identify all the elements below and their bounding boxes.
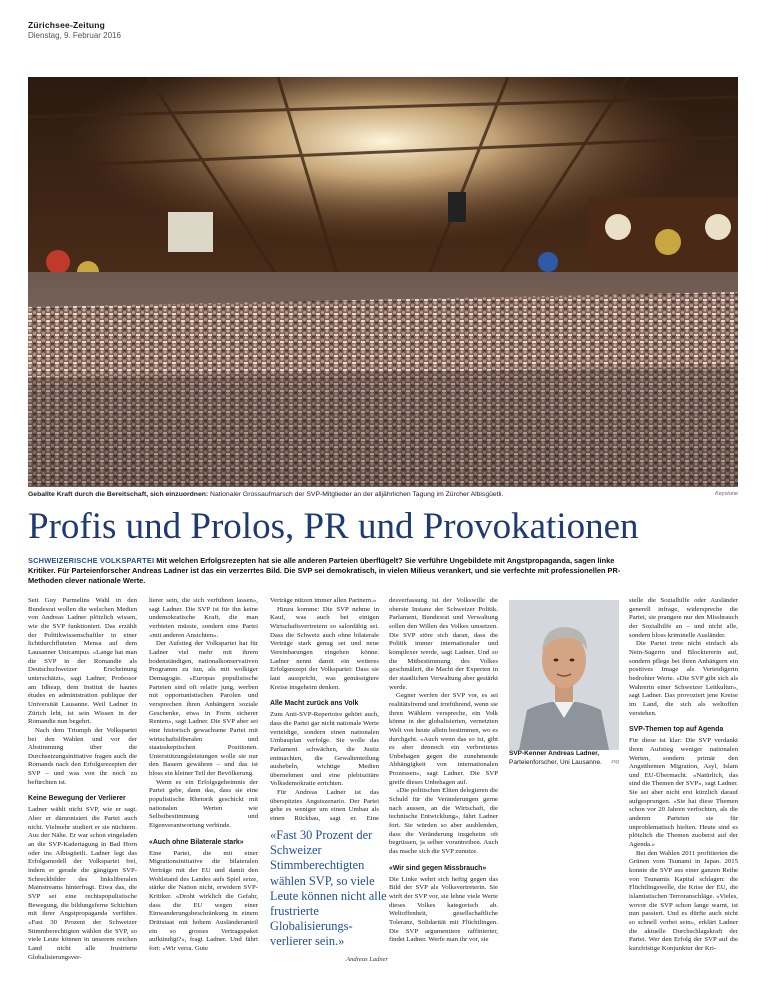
paragraph: Die Partei trete nicht einfach als Nein-Sagerin und Blockiererin auf, sondern pflege bei ihren Anhängern ein positives Image als Verteidigerin bedrohter Werte. «Die SVP gibt sich als Wahrerin einer Schweizer Leitkultur», sagt Ladner. Das provoziert jene Kreise im Land, die sich als weltoffen verstehen. [629,640,738,717]
article-kicker: SCHWEIZERISCHE VOLKSPARTEI [28,556,155,565]
pull-quote-author: Andreas Ladner [346,955,388,963]
paragraph: Hinzu komme: Die SVP nehme in Kauf, was auch bei einigen Wirtschaftsvertretern so salonfähig sei. Dass die Schweiz auch ohne bilaterale Verträge stark genug sei und neue Vereinbarungen eingehen könne. Ladner nennt damit ein weiteres Erfolgsrezept der Volkspartei: Dass sie laut ausspricht, was gemässigtere Kreise insgeheim denken. [270,605,379,691]
subheading: Alle Macht zurück ans Volk [270,700,359,708]
article-lead [28,556,628,586]
portrait-image [509,600,619,750]
article-column-4 [389,597,498,989]
portrait-caption-bold: SVP-Kenner Andreas Ladner, [509,750,600,757]
paragraph: Die Linke wehrt sich heftig gegen das Bild der SVP als Volksvertreterin. Sie wirft der SVP vor, sie lehne viele Werte dieses Volkes kategorisch ab. Weltoffenheit, gesellschaftliche Toleranz, Solidarität mit Flüchtlingen. Die SVP argumentiere raffinierter, findet Ladner. Werfe man ihr vor, sie [389,875,498,944]
paragraph: Verträge nützen immer allen Partnern.» [270,597,377,604]
portrait-photo [509,600,619,750]
paragraph: Für Andreas Ladner ist das überspitztes Angstszenario. Der Partei gehe es weniger um einen Umbau als einen Rückbau, sagt er. Eine [270,789,379,822]
publication-name: Zürichsee-Zeitung [28,20,106,30]
paragraph: Ladner wählt nicht SVP, wie er sagt. Aber er dämonisiert die Partei auch nicht. Vielmehr studiert er sie nüchtern. Aus der Nähe. Er war schon eingeladen an die SVP-Kadertagung in Bad Horn oder ins Albisgüetli. Ladner legt das Erfolgsmodell der Volkspartei frei, indem er gerade die gängigen SVP-Schreckbilder des linksliberalen Mainstreams hinterfragt. Etwa das, die SVP sei eine rechtspopulistische Bewegung, die bildungsferne Schichten mit ihrer Angstpropaganda verführe. «Fast 30 Prozent der Schweizer Stimmberechtigten wählen die SVP, so viele Leute können in unserem reichen Land nicht alle frustrierte Globalisierungsver- [28,806,137,961]
paragraph: lierer sein, die sich verführen lassen», sagt Ladner. Die SVP ist für ihn keine undemokratische Kraft, die man verbieten müsste, sondern eine Partei «mit anderen Ansichten». [149,597,258,639]
portrait-caption-text: Parteienforscher, Uni Lausanne. [509,758,602,766]
paragraph: Der Aufstieg der Volkspartei hat für Ladner viel mehr mit ihrem bodenständigen, nationalkonservativen Programm zu tun, als mit wolkiger Demagogie. «Europas populistische Parteien sind oft relativ jung, werben mit opportunistischen Parolen und versprechen ihren Anhängern soziale Geschenke, etwa in Form sicherer Renten», sagt Ladner. Die SVP aber sei eine historisch gewachsene Partei mit wirtschaftsliberalen und staatsskeptischen Positionen. Unterstützungsleistungen wolle sie nur den Bauern gewähren – und das ist bloss ein kleiner Teil der Bevölkerung. [149,640,258,778]
photo-caption [28,491,738,498]
paragraph: Zum Anti-SVP-Repertoire gehört auch, dass die Partei gar nicht nationale Werte verteidige, sondern einen nationalen Umbauplan verfolge. Sie wolle das Parlament schwächen, die Justiz entmachten, die Gewaltenteilung aushebeln, wichtige Medien übernehmen und eine plebiszitäre Volksdemokratie errichten. [270,711,379,788]
subheading: «Auch ohne Bilaterale stark» [149,838,244,846]
portrait-caption [509,750,619,767]
article-column-2 [149,597,258,989]
pull-quote [270,828,388,967]
photo-caption-bold: Geballte Kraft durch die Bereitschaft, sich einzuordnen: [28,491,209,498]
issue-date: Dienstag, 9. Februar 2016 [28,31,121,40]
masthead [28,20,121,40]
paragraph: Nach dem Triumph der Volkspartei bei den Wahlen und vor der Abstimmung über die Durchsetzungsinitiative fragen auch die Romands nach den Erfolgsrezepten der SVP – und was von ihr noch zu befürchten ist. [28,726,137,786]
paragraph: «Die politischen Eliten delegieren die Schuld für die Veränderungen gerne nach aussen, an die Wirtschaft, die technische Entwicklung», fährt Ladner fort. Sie würden so aber ausblenden, dass die Veränderung insgeheim oft begrüssen, ja selber vorantreiben. Auch das mache sich die SVP zunutze. [389,787,498,856]
paragraph: Seit Guy Parmelins Wahl in den Bundesrat wollen die welschen Medien von Andreas Ladner plötzlich wissen, wie die SVP funktioniert. Das erzählt der Politikwissenschaftler in einer lichtdurchfluteten Mensa auf dem Lausanner Unicampus. «Lange hat man die SVP in der Romandie als Deutschschweizer Erscheinung unterschätzt», sagt Ladner, Professor am Idheap, dem Institut de hautes études en administration publique der Universität Lausanne. Weil Ladner in Zürich lebt, ist sein Wissen in der Romandie nun begehrt. [28,597,137,726]
article-lead-text: Mit welchen Erfolgsrezepten hat sie alle anderen Parteien überflügelt? Sie verführe Ungebildete mit Angstpropaganda, sagen linke Kritiker. Für Parteienforscher Andreas Ladner ist das ein verzerrtes Bild. Die SVP sei demokratisch, in vielen Milieus verankert, und sie verfechte mit professionellen PR-Methoden clever nationale Werte. [28,556,621,585]
article-column-6 [629,597,738,989]
portrait-credit: zvg [611,759,619,765]
article-column-3 [270,597,379,822]
pull-quote-text: «Fast 30 Prozent der Schweizer Stimmberechtigten wählen SVP, so viele Leute können nicht alle frustrierte Globalisierungsverlierer sein.» [270,828,387,949]
paragraph: Gegner werfen der SVP vor, es sei realitätsfremd und irreführend, wenn sie ihren Wählern verspreche, ein Volk könne in der globalisierten, vernetzten Welt von heute allein bestimmen, wo es durchgeht. «Auch wenn das so ist, gibt es aber dennoch ein verbreitetes Unbehagen gegen die zunehmende Abhängigkeit von internationalen Prozessen», sagt Ladner. Die SVP greife dieses Unbehagen auf. [389,692,498,786]
subheading: Keine Bewegung der Verlierer [28,795,126,803]
article-column-1 [28,597,137,989]
photo-caption-text: Nationaler Grossaufmarsch der SVP-Mitglieder an der alljährlichen Tagung im Zürcher Albisgüetli. [210,491,504,498]
paragraph: Bei den Wahlen 2011 profitierten die Grünen vom Tsunami in Japan. 2015 konnte die SVP aus einer ganzen Reihe von Tsunamis Kapital schlagen: die Flüchtlingswelle, die Krise der EU, die islamistischen Terroranschläge. «Vieles, wovor die SVP schon lange warnt, ist nun passiert. Und es dürfte auch nicht so schnell vorbei sein», erklärt Ladner die aktuelle Durchschlagskraft der Partei. Wer den Erfolg der SVP auf die kurzfristige Konjunktur der Kri- [629,849,738,952]
hall-photo [28,77,738,487]
paragraph: desverfassung ist der Volkswille die oberste Instanz der Schweizer Politik. Parlament, Bundesrat und Verwaltung sollen den Willen des Volkes umsetzen. Die SVP störe sich daran, dass die Politik immer internationaler und komplexer werde, sagt Ladner. Und so die Mitbestimmung des Volkes geschmälert, die Macht der Experten in der staatlichen Verwaltung aber gestärkt werde. [389,597,498,691]
rally-hall-image [28,77,738,487]
photo-credit: Keystone [715,491,738,497]
subheading: «Wir sind gegen Missbrauch» [389,864,487,872]
paragraph: Wenn es ein Erfolgsgeheimnis der Partei gebe, dann das, dass sie eine populistische Rhetorik geschickt mit nationalen Werten wie Selbstbestimmung und Eigenverantwortung verbinde. [149,778,258,830]
paragraph: Für diese ist klar: Die SVP verdankt ihren Aufstieg weniger nationalen Werten, sondern primär den Angstthemen Migration, Asyl, Islam und EU-Übermacht. «Natürlich, das sind die Themen der SVP», sagt Ladner. Sie sei aber nicht erst kürzlich darauf aufgesprungen. «Sie hat diese Themen schon vor 20 Jahren verfochten, als die anderen Parteien sie für unproblematisch hielten. Heute sind es plötzlich die Themen zuoberst auf der Agenda.» [629,737,738,849]
article-headline: Profis und Prolos, PR und Provokationen [28,506,639,547]
subheading: SVP-Themen top auf Agenda [629,726,724,734]
paragraph: Eine Partei, die mit einer Migrationsinitiative die bilateralen Verträge mit der EU und damit den Wohlstand des Landes aufs Spiel setze, stärke die Nation nicht, erwidern SVP-Kritiker. «Droht wirklich die Gefahr, dass die EU wegen einer Einwanderungsbeschränkung in einem Drittstaat mit hohem Ausländeranteil ein so grosses Vertragspaket aufkündigt?», fragt Ladner. Und fährt fort: «Wir verra. Gute [149,849,258,952]
paragraph: stelle die Sozialhilfe oder Ausländer generell infrage, widerspreche die Partei, sie prangere nur den Missbrauch der Sozialhilfe an – und nicht alle, sondern bloss kriminelle Ausländer. [629,597,738,639]
